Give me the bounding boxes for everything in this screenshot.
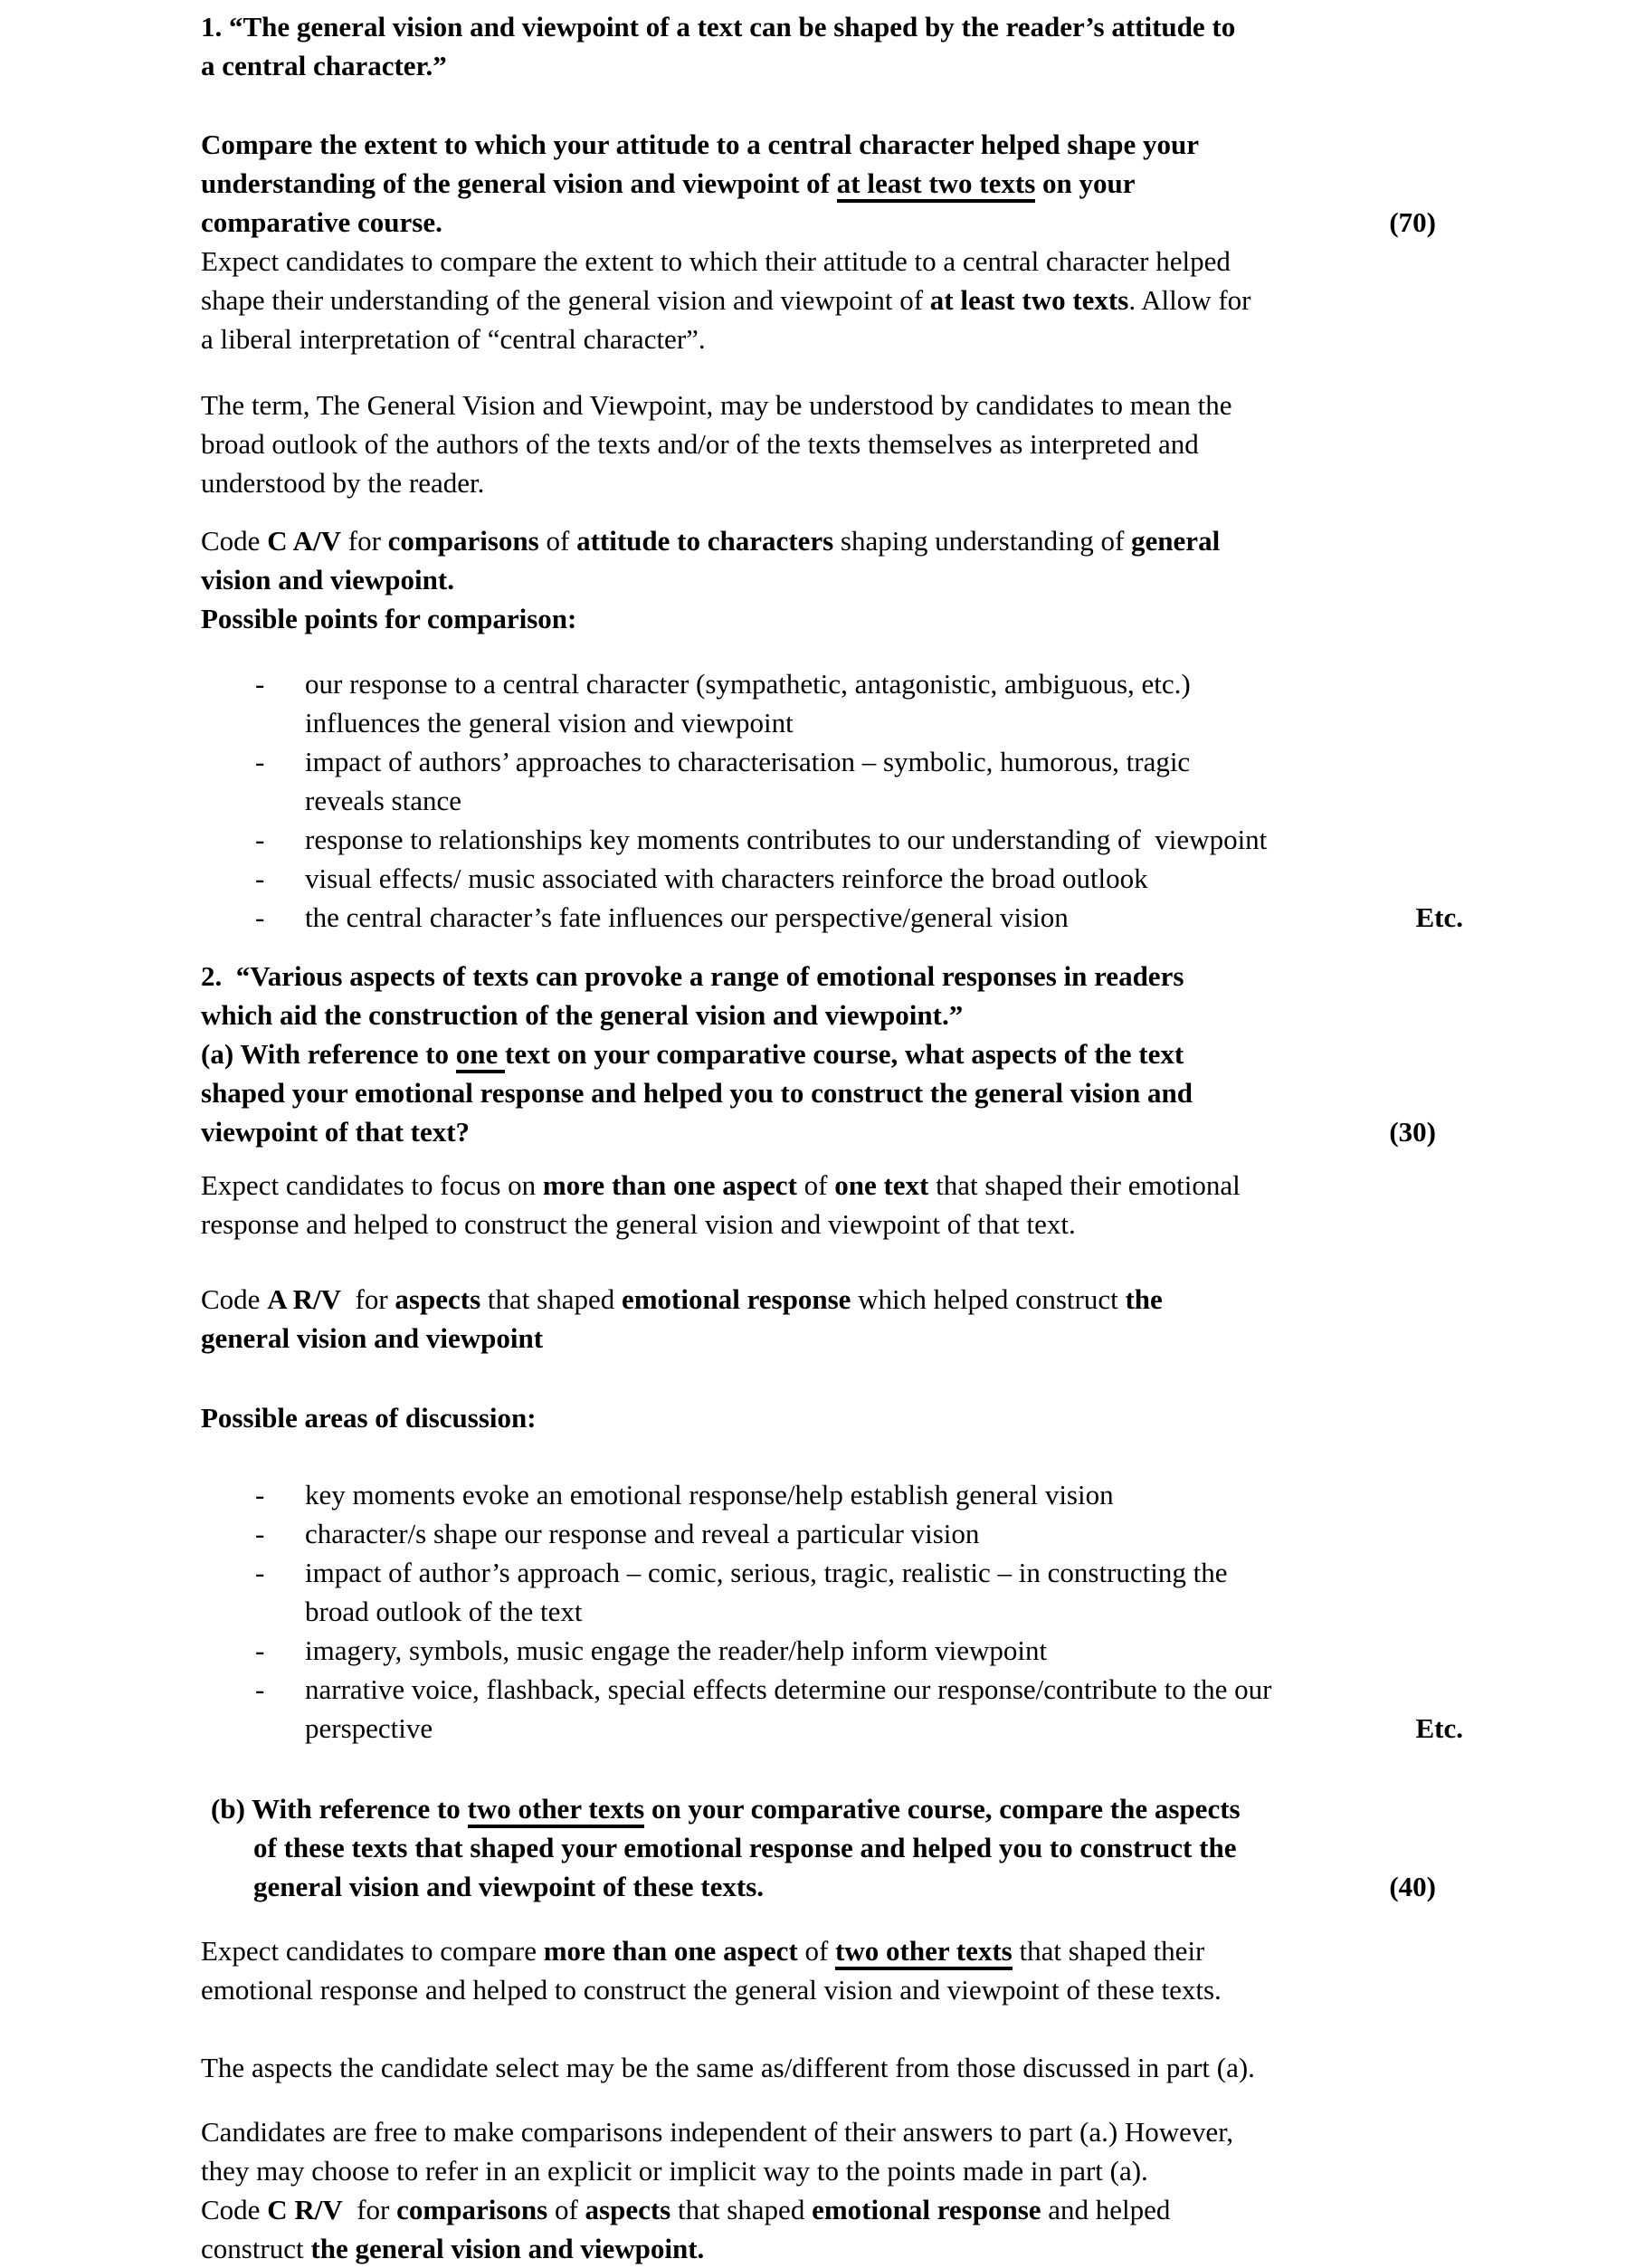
text-run: and helped (1041, 2194, 1171, 2225)
bullet-item (201, 859, 1463, 898)
text-run: one text (834, 1169, 929, 1201)
text-run: Compare the extent to which your attitude to a central character helped shape your (201, 129, 1199, 160)
text-run: Possible areas of discussion: (201, 1402, 537, 1434)
text-run: impact of authors’ approaches to characterisation – symbolic, humorous, tragic (305, 746, 1191, 777)
etcetera-label: Etc. (1415, 1712, 1463, 1744)
q1-points-heading (201, 599, 1463, 638)
text-run: of (538, 525, 577, 557)
text-run: Code (201, 1283, 268, 1315)
text-run: response and helped to construct the general vision and viewpoint of that text. (201, 1208, 1076, 1240)
bullet-dash-marker: - (255, 824, 265, 855)
q1-bullets (201, 664, 1463, 937)
text-run: shaping understanding of (833, 525, 1132, 557)
text-run: C R/V (267, 2194, 343, 2225)
text-run: that shaped their emotional (928, 1169, 1241, 1201)
text-run: one (456, 1038, 505, 1073)
text-run: Code (201, 525, 268, 557)
text-run: a central character.” (201, 50, 447, 81)
text-run: viewpoint of that text? (201, 1116, 471, 1148)
text-run: A R/V (267, 1283, 342, 1315)
text-run: for (341, 525, 388, 557)
text-run: perspective (305, 1712, 433, 1744)
text-run: broad outlook of the authors of the texts and/or of the texts themselves as interpreted and (201, 428, 1199, 460)
q1-expect (201, 242, 1463, 358)
text-run: the (1125, 1283, 1163, 1315)
text-run: a liberal interpretation of “central character”. (201, 323, 706, 355)
text-run: Code (201, 2194, 268, 2225)
text-run: more than one aspect (542, 1169, 797, 1201)
bullet-dash-marker: - (255, 901, 265, 933)
q2b-free (201, 2112, 1463, 2268)
text-run: the general vision and viewpoint. (310, 2233, 705, 2264)
text-run: at least two texts (929, 284, 1129, 316)
text-run: shaped your emotional response and helped you to construct the general vision and (201, 1077, 1193, 1109)
text-run: that shaped (480, 1283, 622, 1315)
bullet-dash-marker: - (255, 746, 265, 777)
q2b-expect (201, 1931, 1463, 2009)
marks-allocation: (70) (1389, 206, 1436, 238)
text-run: imagery, symbols, music engage the reader/help inform viewpoint (305, 1634, 1048, 1666)
text-run: two other texts (835, 1935, 1013, 1970)
marks-allocation: (40) (1389, 1871, 1436, 1902)
bullet-item (201, 664, 1463, 742)
text-run: of (796, 1169, 835, 1201)
text-run: comparative course. (201, 206, 442, 238)
text-run: key moments evoke an emotional response/help establish general vision (305, 1479, 1114, 1510)
text-run: the central character’s fate influences our perspective/general vision (305, 901, 1069, 933)
bullet-item (201, 1631, 1463, 1670)
text-run: comparisons (396, 2194, 548, 2225)
q2a-bullets (201, 1475, 1463, 1748)
text-run: C A/V (267, 525, 342, 557)
text-run: which aid the construction of the general vision and viewpoint.” (201, 999, 964, 1031)
text-run: two other texts (468, 1793, 645, 1828)
text-run: understood by the reader. (201, 467, 485, 499)
text-run: on your (1035, 167, 1136, 199)
text-run: Expect candidates to focus on (201, 1169, 543, 1201)
text-run: character/s shape our response and reveal a particular vision (305, 1518, 980, 1549)
text-run: our response to a central character (sympathetic, antagonistic, ambiguous, etc.) (305, 668, 1191, 700)
text-run: general vision and viewpoint (201, 1322, 544, 1354)
text-run: aspects (585, 2194, 671, 2225)
bullet-item (201, 898, 1463, 937)
q1-task (201, 125, 1463, 242)
text-run: The term, The General Vision and Viewpoint, may be understood by candidates to mean the (201, 389, 1232, 421)
q2a-expect (201, 1166, 1463, 1244)
bullet-dash-marker: - (255, 862, 265, 894)
bullet-item (201, 1553, 1463, 1631)
text-run: . Allow for (1128, 284, 1251, 316)
q1-statement (201, 7, 1463, 85)
text-run: narrative voice, flashback, special effects determine our response/contribute to the our (305, 1673, 1272, 1705)
text-run: comparisons (387, 525, 539, 557)
text-run: impact of author’s approach – comic, serious, tragic, realistic – in constructing the (305, 1557, 1228, 1588)
q2a-task (201, 1034, 1463, 1151)
text-run: response to relationships key moments contributes to our understanding of viewpoint (305, 824, 1268, 855)
bullet-item (201, 1514, 1463, 1553)
text-run: of these texts that shaped your emotional response and helped you to construct the (253, 1832, 1237, 1863)
text-run: Possible points for comparison: (201, 603, 577, 634)
text-run: that shaped (670, 2194, 813, 2225)
text-run: The aspects the candidate select may be the same as/different from those discussed in part (a). (201, 2052, 1255, 2083)
text-run: general vision and viewpoint of these texts. (253, 1871, 765, 1902)
etcetera-label: Etc. (1415, 901, 1463, 933)
text-run: general (1131, 525, 1221, 557)
text-run: more than one aspect (543, 1935, 798, 1967)
q2a-code (201, 1280, 1463, 1358)
text-run: Expect candidates to compare (201, 1935, 544, 1967)
text-run: vision and viewpoint. (201, 564, 454, 596)
text-run: visual effects/ music associated with characters reinforce the broad outlook (305, 862, 1148, 894)
marks-allocation: (30) (1389, 1116, 1436, 1148)
text-run: on your comparative course, compare the aspects (644, 1793, 1241, 1825)
text-run: text on your comparative course, what aspects of the text (505, 1038, 1184, 1070)
bullet-dash-marker: - (255, 1673, 265, 1705)
q1-term (201, 386, 1463, 502)
text-run: emotional response and helped to construct the general vision and viewpoint of these texts. (201, 1974, 1222, 2006)
bullet-item (201, 820, 1463, 859)
text-run: they may choose to refer in an explicit or implicit way to the points made in part (a). (201, 2155, 1148, 2187)
text-run: which helped construct (851, 1283, 1126, 1315)
bullet-dash-marker: - (255, 668, 265, 700)
text-run: 1. “The general vision and viewpoint of a text can be shaped by the reader’s attitude to (201, 11, 1236, 43)
text-run: (a) With reference to (201, 1038, 456, 1070)
bullet-dash-marker: - (255, 1479, 265, 1510)
bullet-item (201, 1670, 1463, 1748)
text-run: reveals stance (305, 785, 461, 816)
document-body (201, 7, 1463, 2268)
bullet-dash-marker: - (255, 1634, 265, 1666)
text-run: construct (201, 2233, 311, 2264)
q2a-areas-heading (201, 1398, 1463, 1437)
text-run: for (342, 2194, 397, 2225)
q2-statement (201, 957, 1463, 1034)
text-run: of (797, 1935, 836, 1967)
text-run: attitude to characters (576, 525, 834, 557)
text-run: emotional response (812, 2194, 1041, 2225)
text-run: Candidates are free to make comparisons independent of their answers to part (a.) However, (201, 2116, 1234, 2148)
q2b-task (211, 1789, 1463, 1906)
bullet-item (201, 742, 1463, 820)
text-run: 2. “Various aspects of texts can provoke a range of emotional responses in readers (201, 960, 1184, 992)
text-run: aspects (395, 1283, 481, 1315)
q2b-same (201, 2048, 1463, 2087)
text-run: Expect candidates to compare the extent to which their attitude to a central character helped (201, 245, 1231, 277)
bullet-dash-marker: - (255, 1518, 265, 1549)
text-run: (b) With reference to (211, 1793, 468, 1825)
text-run: understanding of the general vision and viewpoint of (201, 167, 837, 199)
text-run: of (547, 2194, 585, 2225)
text-run: shape their understanding of the general vision and viewpoint of (201, 284, 930, 316)
bullet-item (201, 1475, 1463, 1514)
text-run: influences the general vision and viewpoint (305, 707, 794, 739)
text-run: at least two texts (837, 167, 1036, 203)
text-run: that shaped their (1012, 1935, 1205, 1967)
q1-code (201, 521, 1463, 599)
text-run: for (341, 1283, 395, 1315)
bullet-dash-marker: - (255, 1557, 265, 1588)
text-run: broad outlook of the text (305, 1596, 583, 1627)
text-run: emotional response (621, 1283, 851, 1315)
